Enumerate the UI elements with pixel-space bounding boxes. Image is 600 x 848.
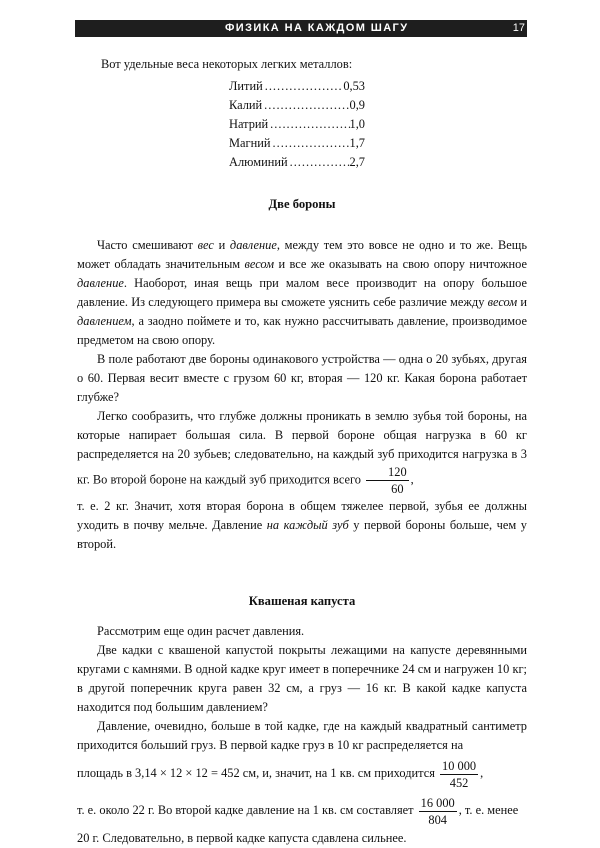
page-number: 17 bbox=[512, 22, 525, 34]
metal-table bbox=[229, 77, 527, 172]
metal-name: Натрий bbox=[229, 117, 269, 131]
paragraph-harrows-problem: В поле работают две бороны одинакового устройства — одна о 20 зубьях, другая о 60. Первая весит вместе с грузом 60 кг, вторая — 120 кг. Какая борона работает глубже? bbox=[77, 352, 527, 404]
dot-leader bbox=[262, 96, 349, 115]
metal-row-potassium bbox=[229, 96, 365, 115]
metal-row-lithium bbox=[229, 77, 365, 96]
metal-value: 0,53 bbox=[343, 79, 365, 93]
dot-leader bbox=[271, 134, 350, 153]
metal-name: Магний bbox=[229, 136, 271, 150]
metal-name: Алюминий bbox=[229, 155, 288, 169]
paragraph-sauerkraut-problem: Две кадки с квашеной капустой покрыты лежащими на капусте деревянными кругами с камнями. В одной кадке круг имеет в поперечнике 24 см и нагружен 10 кг; в другой поперечник круга равен 32 см, а груз — 16 кг. В какой кадке капуста находится под большим давлением? bbox=[77, 643, 527, 714]
metal-row-sodium bbox=[229, 115, 365, 134]
metal-value: 0,9 bbox=[349, 98, 365, 112]
dot-leader bbox=[288, 153, 350, 172]
page-content bbox=[77, 55, 527, 848]
paragraph-sauerkraut-conclusion: 20 г. Следовательно, в первой кадке капуста сдавлена сильнее. bbox=[77, 831, 407, 845]
metal-value: 2,7 bbox=[349, 155, 365, 169]
metal-name: Калий bbox=[229, 98, 263, 112]
fraction-10000-452: $\frac{10 000}{452}$ bbox=[442, 758, 477, 790]
paragraph-harrows-solution: Легко сообразить, что глубже должны проникать в землю зубья той бороны, на которые напирает большая сила. В первой бороне общая нагрузка в 60 кг распределяется на 20 зубьев; следовательно, на каждый зуб приходится нагрузка в 3 кг. Во второй бороне на каждый зуб приходится всего $\frac{120}{60}$ , bbox=[77, 409, 527, 496]
metal-row-magnesium bbox=[229, 134, 365, 153]
section-heading-sauerkraut: Квашеная капуста bbox=[248, 594, 356, 608]
paragraph-weight-pressure: Часто смешивают вес и давление, между тем это вовсе не одно и то же. Вещь может обладать значительным весом и все же оказывать на свою опору ничтожное давление. Наоборот, иная вещь при малом весе производит на опору большое давление. Из следующего примера вы сможете уяснить себе различие между весом и давлением, а заодно поймете и то, как нужно рассчитывать давление, производимое предметом на свою опору. bbox=[77, 238, 528, 347]
fraction-120-60: $\frac{120}{60}$ bbox=[366, 464, 409, 497]
metal-value: 1,0 bbox=[349, 117, 365, 131]
dot-leader bbox=[263, 77, 344, 96]
paragraph-sauerkraut-solution: Давление, очевидно, больше в той кадке, где на каждый квадратный сантиметр приходится больший груз. В первой кадке груз в 10 кг распределяется на bbox=[77, 719, 527, 752]
calculation-line-2: т. е. около 22 г. Во второй кадке давление на 1 кв. см составляет $\frac{16 000}{804}$ , т. е. менее bbox=[77, 795, 519, 827]
metal-name: Литий bbox=[229, 79, 263, 93]
metal-row-aluminium bbox=[229, 153, 365, 172]
paragraph-harrows-conclusion: т. е. 2 кг. Значит, хотя вторая борона в общем тяжелее первой, зубья ее должны уходить в почву мельче. Давление на каждый зуб у первой бороны больше, чем у второй. bbox=[77, 499, 527, 551]
metal-value: 1,7 bbox=[349, 136, 365, 150]
page-header bbox=[75, 20, 527, 37]
paragraph-sauerkraut-intro: Рассмотрим еще один расчет давления. bbox=[97, 624, 305, 638]
section-heading-harrows: Две бороны bbox=[268, 197, 336, 211]
intro-text: Вот удельные веса некоторых легких металлов: bbox=[101, 57, 353, 71]
dot-leader bbox=[268, 115, 349, 134]
calculation-line-1: площадь в 3,14 × 12 × 12 = 452 см, и, значит, на 1 кв. см приходится $\frac{10 000}{452}$ , bbox=[77, 758, 484, 790]
fraction-16000-804: $\frac{16 000}{804}$ bbox=[420, 795, 455, 827]
running-title: ФИЗИКА НА КАЖДОМ ШАГУ bbox=[225, 22, 409, 34]
